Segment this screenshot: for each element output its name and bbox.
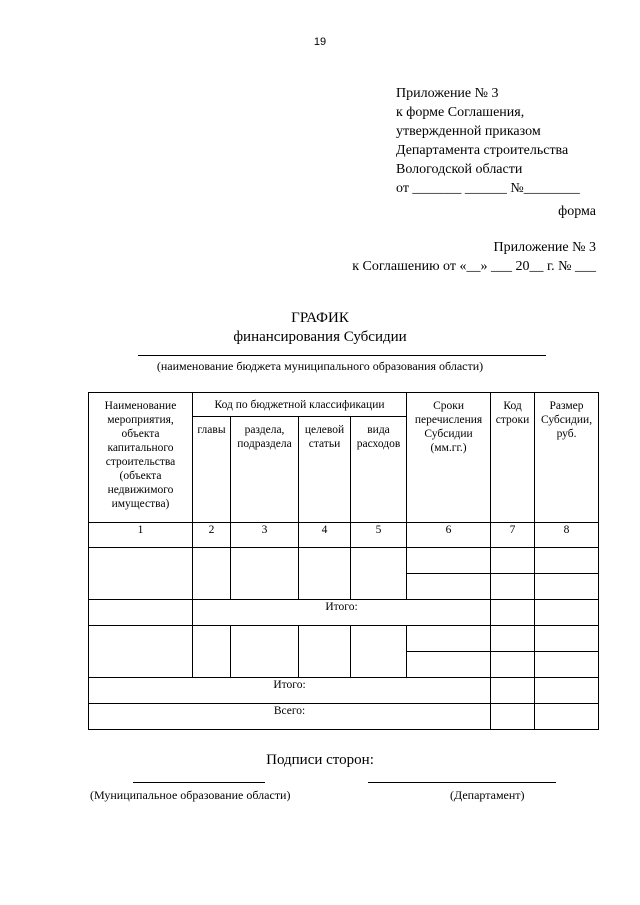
header-glavy: главы xyxy=(193,417,231,523)
table-cell xyxy=(89,600,193,626)
column-number: 5 xyxy=(351,523,407,548)
table-cell xyxy=(407,652,491,678)
table-cell xyxy=(491,600,535,626)
table-cell xyxy=(351,548,407,600)
table-cell xyxy=(535,652,599,678)
appendix-line: Приложение № 3 xyxy=(396,86,499,101)
column-number: 6 xyxy=(407,523,491,548)
column-number: 8 xyxy=(535,523,599,548)
header-name: Наименование мероприятия, объекта капитального строительства (объекта недвижимого имущества) xyxy=(89,393,193,523)
header-kod: Код строки xyxy=(491,393,535,523)
table-cell xyxy=(299,626,351,678)
title-line2: финансирования Субсидии xyxy=(233,329,407,345)
signature-caption-department: (Департамент) xyxy=(450,788,525,802)
table-cell xyxy=(231,548,299,600)
appendix-line: утвержденной приказом xyxy=(396,124,541,139)
agreement-appendix xyxy=(352,238,596,276)
subtotal-label: Итого: xyxy=(193,600,491,626)
header-razdela: раздела, подраздела xyxy=(231,417,299,523)
table-cell xyxy=(193,626,231,678)
appendix-line: к форме Соглашения, xyxy=(396,105,525,120)
header-code-group: Код по бюджетной классификации xyxy=(193,393,407,417)
financing-schedule-table xyxy=(88,392,599,730)
agreement-appendix-line1: Приложение № 3 xyxy=(493,240,596,255)
header-vida: вида расходов xyxy=(351,417,407,523)
header-sroki: Сроки перечисления Субсидии (мм.гг.) xyxy=(407,393,491,523)
table-cell xyxy=(407,548,491,574)
table-cell xyxy=(89,626,193,678)
table-cell xyxy=(491,574,535,600)
subtotal-label: Итого: xyxy=(89,678,491,704)
column-number: 2 xyxy=(193,523,231,548)
form-label: форма xyxy=(558,204,596,219)
column-number: 3 xyxy=(231,523,299,548)
signatures-title: Подписи сторон: xyxy=(266,752,374,768)
table-cell xyxy=(535,548,599,574)
table-cell xyxy=(491,626,535,652)
grand-total-label: Всего: xyxy=(89,704,491,730)
budget-name-line xyxy=(138,355,546,356)
table-cell xyxy=(89,548,193,600)
table-cell xyxy=(535,704,599,730)
table-cell xyxy=(231,626,299,678)
appendix-line: Вологодской области xyxy=(396,162,523,177)
signature-line-municipality xyxy=(133,782,265,783)
page-number: 19 xyxy=(313,36,327,48)
table-cell xyxy=(491,704,535,730)
title-line1: ГРАФИК xyxy=(291,310,349,326)
table-cell xyxy=(407,574,491,600)
column-number: 4 xyxy=(299,523,351,548)
table-cell xyxy=(491,652,535,678)
table-cell xyxy=(535,678,599,704)
header-celevoy: целевой статьи xyxy=(299,417,351,523)
signature-line-department xyxy=(368,782,556,783)
table-cell xyxy=(407,626,491,652)
agreement-appendix-line2: к Соглашению от «__» ___ 20__ г. № ___ xyxy=(352,259,596,274)
signature-caption-municipality: (Муниципальное образование области) xyxy=(90,788,291,802)
header-razmer: Размер Субсидии, руб. xyxy=(535,393,599,523)
table-cell xyxy=(535,626,599,652)
table-cell xyxy=(299,548,351,600)
table-cell xyxy=(351,626,407,678)
document-title xyxy=(0,309,640,347)
appendix-line: Департамента строительства xyxy=(396,143,569,158)
table-cell xyxy=(193,548,231,600)
table-cell xyxy=(535,600,599,626)
column-number: 7 xyxy=(491,523,535,548)
budget-caption: (наименование бюджета муниципального образования области) xyxy=(156,359,484,373)
table-cell xyxy=(491,678,535,704)
table-cell xyxy=(535,574,599,600)
appendix-line: от _______ ______ №________ xyxy=(396,181,580,196)
column-number: 1 xyxy=(89,523,193,548)
table-cell xyxy=(491,548,535,574)
appendix-header xyxy=(396,84,580,198)
